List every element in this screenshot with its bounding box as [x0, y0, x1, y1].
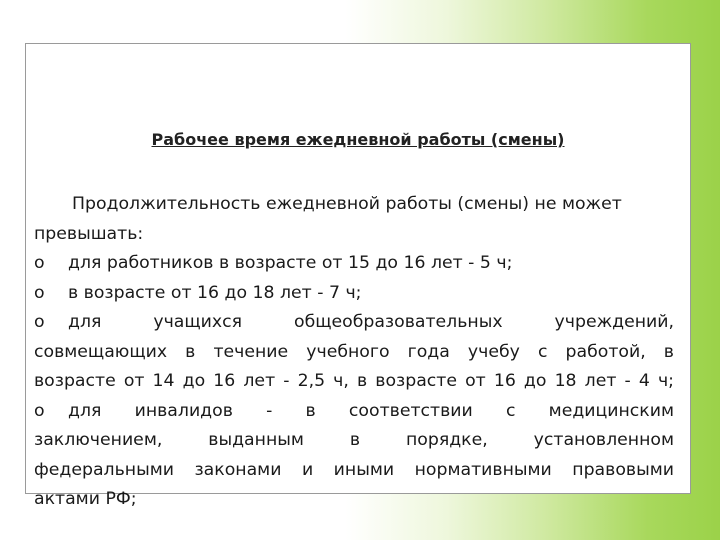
- bullet-icon: o: [34, 282, 45, 303]
- list-item: [34, 308, 674, 338]
- body-text: [34, 190, 674, 515]
- list-item-continuation: совмещающих в течение учебного года учебу с работой, в: [34, 341, 674, 362]
- list-item: [34, 249, 674, 279]
- list-item: [34, 279, 674, 309]
- bullet-icon: o: [34, 253, 45, 273]
- bullet-icon: o: [34, 312, 45, 332]
- list-item-continuation: заключением, выданным в порядке, установленном: [34, 430, 674, 450]
- list-item-continuation: федеральными законами и иными нормативными правовыми: [34, 459, 674, 480]
- intro-line: превышать:: [34, 223, 144, 244]
- list-item-text: для учащихся общеобразовательных учреждений,: [68, 312, 674, 332]
- list-item-text: для инвалидов - в соответствии с медицинским: [68, 400, 674, 421]
- list-item-continuation: возрасте от 14 до 16 лет - 2,5 ч, в возрасте от 16 до 18 лет - 4 ч;: [34, 371, 674, 391]
- intro-line: Продолжительность ежедневной работы (смены) не может: [72, 194, 622, 214]
- bullet-icon: o: [34, 400, 45, 421]
- list-item-text: в возрасте от 16 до 18 лет - 7 ч;: [68, 282, 362, 303]
- list-item-text: для работников в возрасте от 15 до 16 лет - 5 ч;: [68, 253, 513, 273]
- list-item: [34, 397, 674, 427]
- list-item-continuation: актами РФ;: [34, 489, 137, 509]
- content-box: [25, 43, 691, 509]
- slide-title: Рабочее время ежедневной работы (смены): [151, 130, 565, 149]
